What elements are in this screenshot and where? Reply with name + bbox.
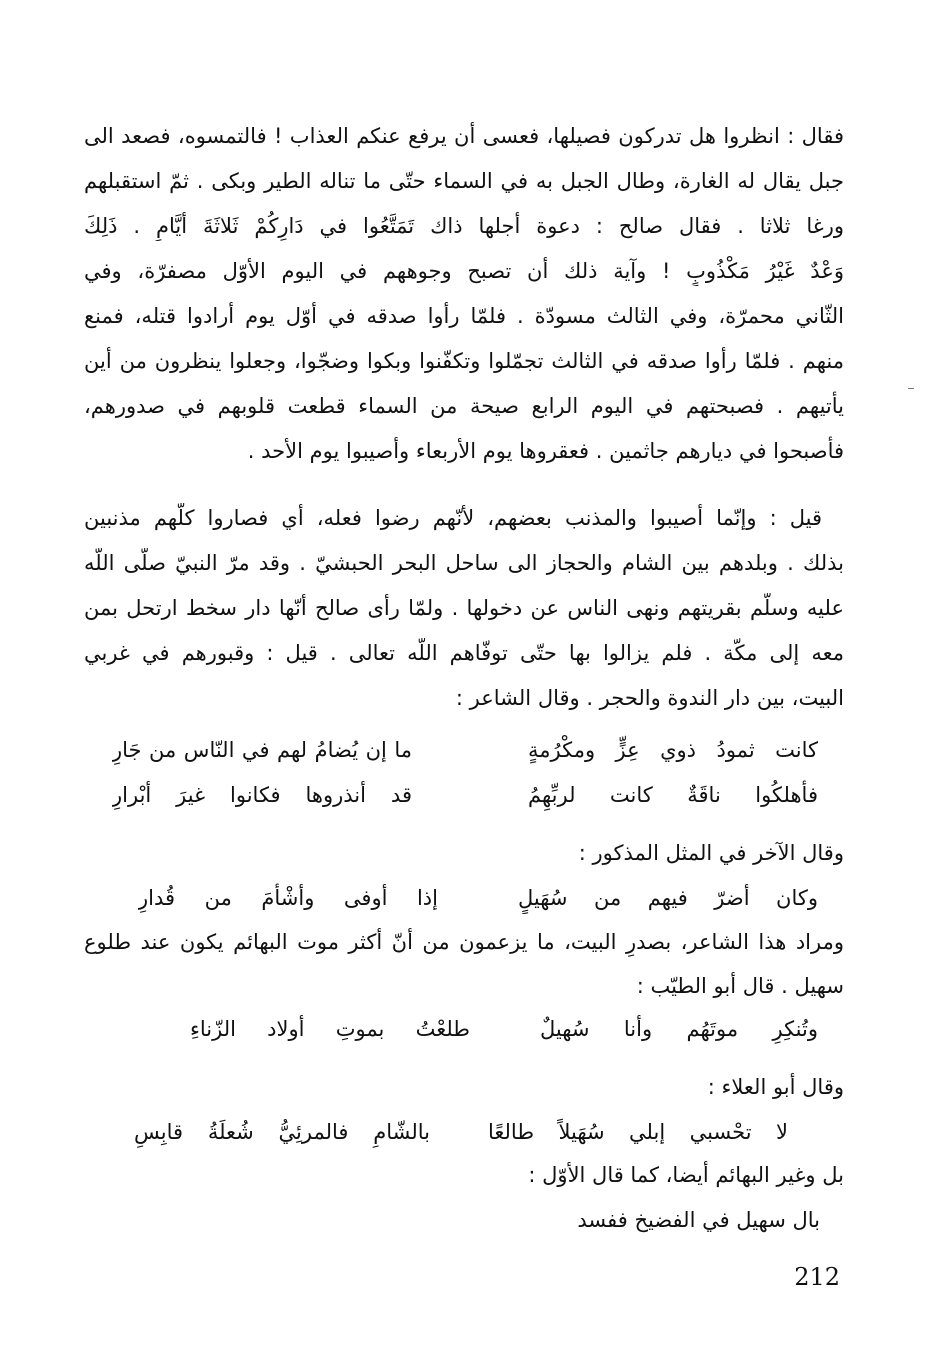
verse-first-hemistich: فأهلكُوا ناقَةٌ كانت لربِّهِمُ	[528, 783, 818, 807]
poem-verse	[112, 734, 818, 766]
verse-first-hemistich: وتُنكِرِ موتَهُم وأنا سُهيلٌ	[540, 1017, 818, 1041]
text-line: ورغا ثلاثا . فقال صالح : دعوة أجلها ذاك تَمَتَّعُوا في دَارِكُمْ ثَلاثَةَ أيَّامٍ . ذَلِكَ	[84, 214, 844, 238]
verse-second-hemistich: بالشّامِ فالمرئِيُّ شُعلَةُ قابِسِ	[134, 1120, 430, 1144]
text-line: يأتيهم . فصبحتهم في اليوم الرابع صيحة من السماء قطعت قلوبهم في صدورهم،	[84, 394, 844, 418]
verse-first-hemistich: وكان أضرّ فيهم من سُهَيلٍ	[518, 886, 818, 910]
text-line: بال سهيل في الفضيخ ففسد	[577, 1208, 820, 1232]
scan-artifact	[908, 388, 914, 389]
page-number: 212	[794, 1263, 840, 1291]
text-line: منهم . فلمّا رأوا صدقه في الثالث تجمّلوا وتكفّنوا وبكوا وضجّوا، وجعلوا ينظرون من أين	[84, 349, 844, 373]
verse-second-hemistich: طلعْتُ بموتِ أولاد الزّناءِ	[190, 1017, 470, 1041]
poem-verse	[112, 779, 818, 811]
text-line: سهيل . قال أبو الطيّب :	[636, 974, 844, 998]
verse-second-hemistich: قد أنذروها فكانوا غيرَ أبْرارِ	[112, 783, 412, 807]
text-line: قيل : وإنّما أصيبوا والمذنب بعضهم، لأنّهم رضوا فعله، أي فصاروا كلّهم مذنبين	[84, 506, 822, 530]
text-line: بل وغير البهائم أيضا، كما قال الأوّل :	[528, 1163, 844, 1187]
text-line: الثّاني محمرّة، وفي الثالث مسودّة . فلمّا رأوا صدقه في أوّل يوم أرادوا قتله، فمنع	[84, 304, 844, 328]
verse-first-hemistich: كانت ثمودُ ذوي عِزٍّ ومكْرُمةٍ	[528, 738, 818, 762]
poem-verse	[138, 882, 818, 914]
verse-second-hemistich: ما إن يُضامُ لهم في النّاس من جَارِ	[112, 738, 412, 762]
text-line: فأصبحوا في ديارهم جاثمين . فعقروها يوم الأربعاء وأصيبوا يوم الأحد .	[247, 439, 844, 463]
verse-first-hemistich: لا تحْسبي إبلي سُهَيلاً طالعًا	[488, 1120, 788, 1144]
poem-verse	[190, 1013, 818, 1045]
text-line: وقال أبو العلاء :	[707, 1075, 844, 1099]
text-line: البيت، بين دار الندوة والحجر . وقال الشاعر :	[455, 686, 844, 710]
verse-second-hemistich: إذا أوفى وأشْأمَ من قُدارِ	[138, 886, 438, 910]
text-line: وَعْدٌ غَيْرُ مَكْذُوبٍ ! وآية ذلك أن تصبح وجوههم في اليوم الأوّل مصفرّة، وفي	[84, 259, 844, 283]
text-line: فقال : انظروا هل تدركون فصيلها، فعسى أن يرفع عنكم العذاب ! فالتمسوه، فصعد الى	[84, 124, 844, 148]
poem-verse	[134, 1116, 788, 1148]
text-line: بذلك . وبلدهم بين الشام والحجاز الى ساحل البحر الحبشيّ . وقد مرّ النبيّ صلّى اللّه	[84, 551, 844, 575]
text-line: ومراد هذا الشاعر، بصدرِ البيت، ما يزعمون من أنّ أكثر موت البهائم يكون عند طلوع	[84, 930, 844, 954]
text-line: معه إلى مكّة . فلم يزالوا بها حتّى توفّاهم اللّه تعالى . قيل : وقبورهم في غربي	[84, 641, 844, 665]
text-line: وقال الآخر في المثل المذكور :	[578, 841, 844, 865]
text-line: عليه وسلّم بقريتهم ونهى الناس عن دخولها . ولمّا رأى صالح أنّها دار سخط ارتحل بمن	[84, 596, 844, 620]
text-line: جبل يقال له الغارة، وطال الجبل به في السماء حتّى ما تناله الطير وبكى . ثمّ استقبلهم	[84, 169, 844, 193]
